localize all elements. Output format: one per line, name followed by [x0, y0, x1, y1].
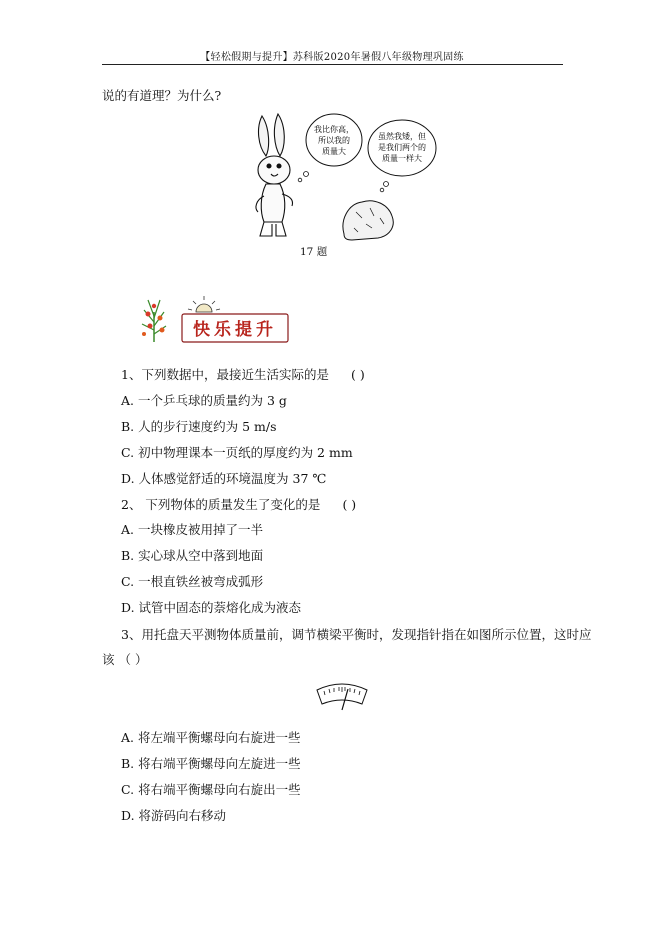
rabbit-bubble-line-2: 所以我的 [318, 136, 350, 145]
rabbit-speech-bubble [298, 114, 362, 182]
question-2-stem [121, 495, 356, 513]
question-2-option-a: A. 一块橡皮被用掉了一半 [121, 522, 263, 537]
question-1-option-a: A. 一个乒乓球的质量约为 3 g [121, 393, 287, 408]
page-header: 【轻松假期与提升】苏科版2020年暑假八年级物理巩固练 [200, 52, 464, 63]
question-3-stem-continued: 该 （ ） [102, 652, 148, 667]
rabbit-rock-illustration [238, 108, 438, 248]
rabbit-bubble-line-1: 我比你高， [314, 125, 354, 134]
rabbit-drawing [256, 114, 293, 236]
question-1-text: 1、下列数据中，最接近生活实际的是 [121, 367, 329, 382]
question-2-option-d: D. 试管中固态的萘熔化成为液态 [121, 600, 302, 615]
rock-bubble-line-3: 质量一样大 [382, 154, 422, 163]
question-3-option-c: C. 将右端平衡螺母向右旋出一些 [121, 782, 301, 797]
question-1-stem [121, 365, 365, 383]
question-2-text: 2、 下列物体的质量发生了变化的是 [121, 497, 321, 512]
question-3-option-d: D. 将游码向右移动 [121, 808, 227, 823]
happy-improvement-banner [132, 292, 292, 344]
flower-plant-icon [142, 300, 166, 342]
question-1-answer-blank: ( ) [350, 367, 365, 382]
question-1-option-d: D. 人体感觉舒适的环境温度为 37 ℃ [121, 471, 327, 486]
question-3-option-b: B. 将右端平衡螺母向左旋进一些 [121, 756, 301, 771]
balance-pointer-scale-icon [314, 680, 370, 714]
question-2-option-c: C. 一根直铁丝被弯成弧形 [121, 574, 264, 589]
question-3-option-a: A. 将左端平衡螺母向右旋进一些 [121, 730, 301, 745]
question-1-option-c: C. 初中物理课本一页纸的厚度约为 2 mm [121, 445, 353, 460]
sun-icon [188, 296, 220, 312]
question-1-option-b: B. 人的步行速度约为 5 m/s [121, 419, 277, 434]
rabbit-bubble-line-3: 质量大 [322, 147, 346, 156]
rock-speech-bubble [368, 120, 436, 192]
rock-drawing [343, 201, 393, 240]
question-2-option-b: B. 实心球从空中落到地面 [121, 548, 264, 563]
banner-text: 快乐提升 [193, 320, 277, 340]
intro-text: 说的有道理？为什么? [102, 88, 222, 103]
question-2-answer-blank: ( ) [342, 497, 357, 512]
figure-caption: 17 题 [300, 246, 328, 258]
header-rule [102, 64, 563, 65]
question-3-stem: 3、用托盘天平测物体质量前，调节横梁平衡时，发现指针指在如图所示位置，这时应 [121, 627, 592, 642]
rock-bubble-line-1: 虽然我矮，但 [378, 132, 426, 141]
rock-bubble-line-2: 是我们两个的 [378, 143, 426, 152]
banner-graphic [132, 292, 292, 344]
